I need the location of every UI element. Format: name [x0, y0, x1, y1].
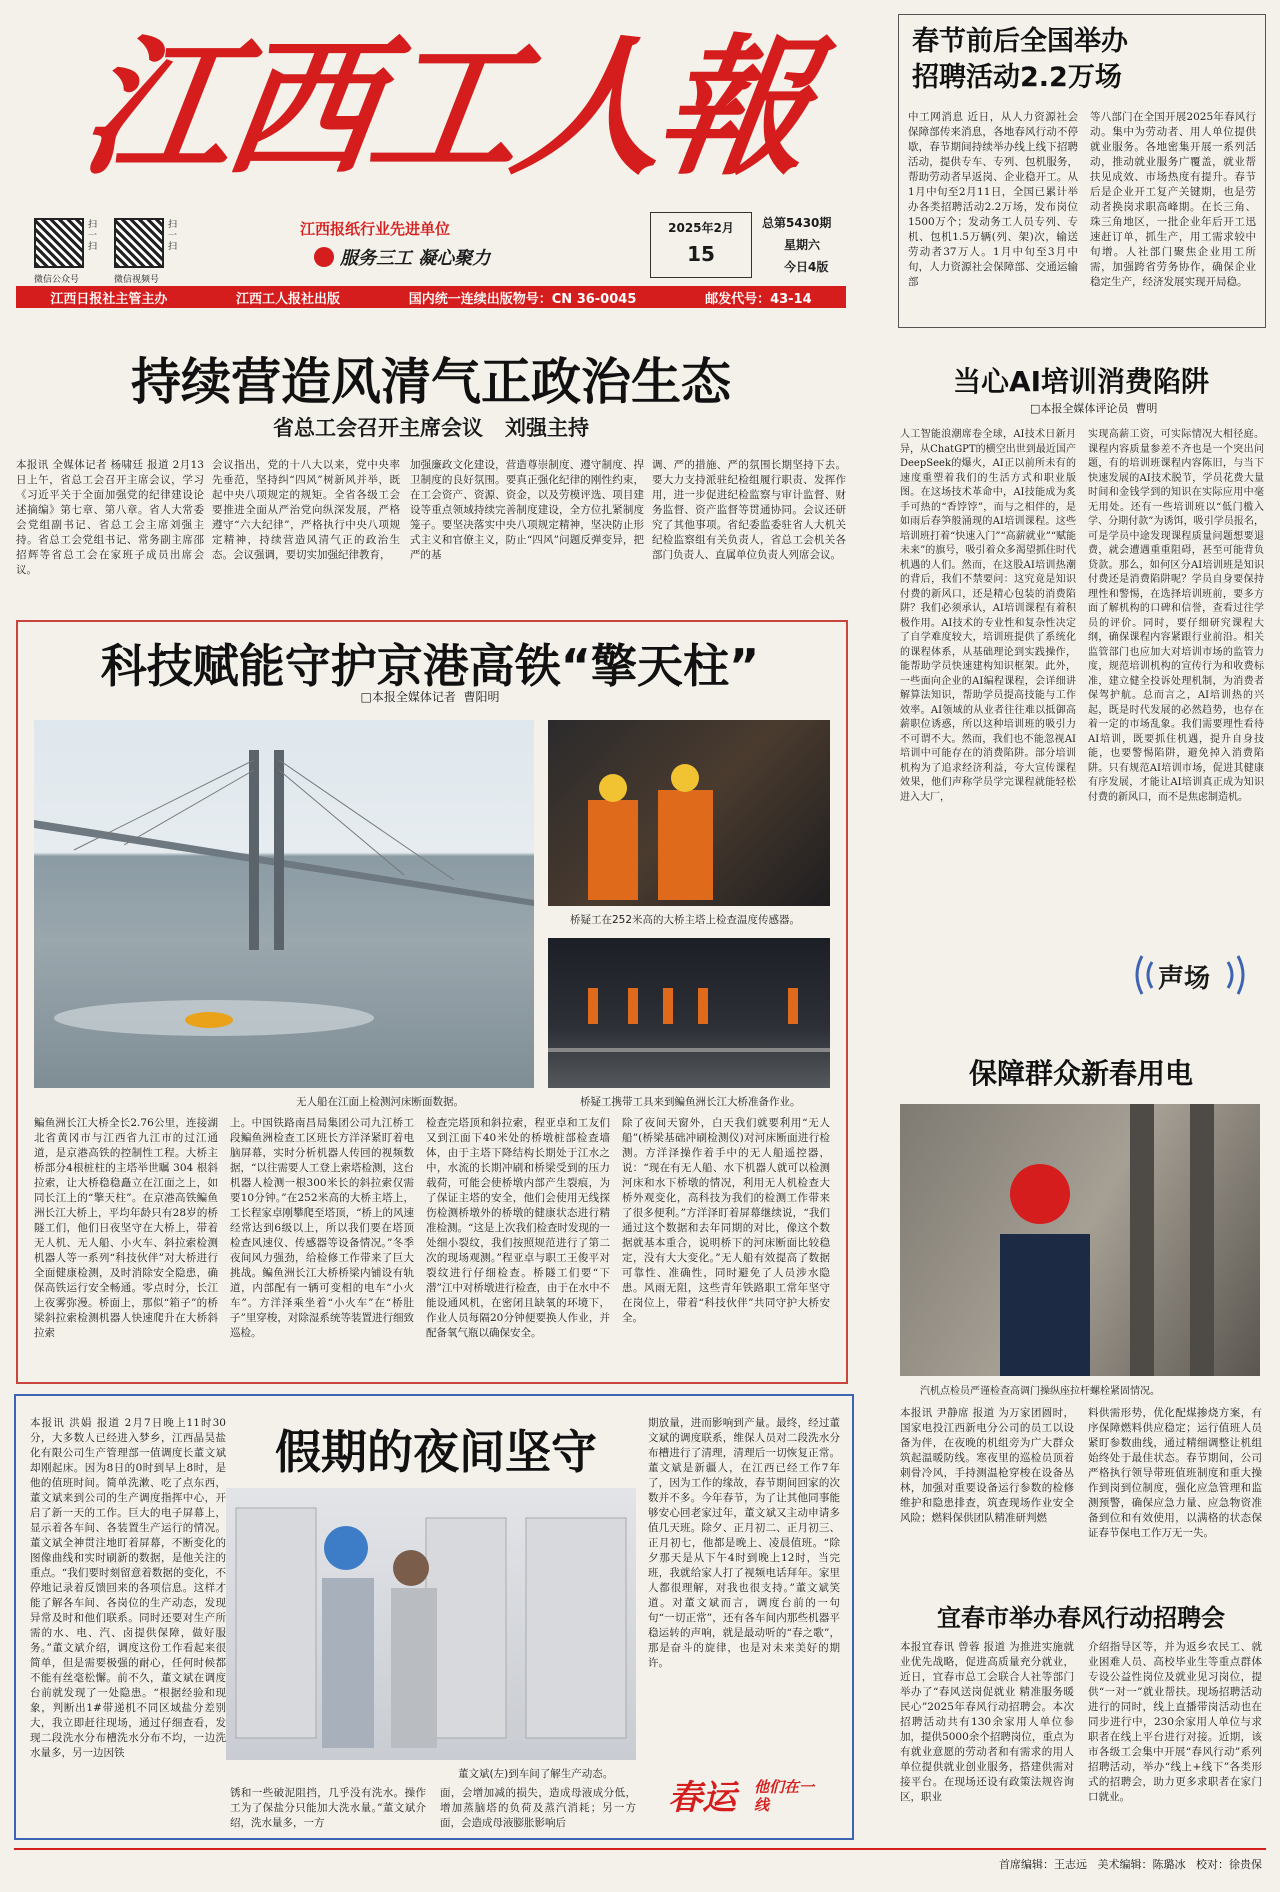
side2-title: 当心AI培训消费陷阱	[952, 365, 1210, 398]
publisher-item: 国内统一连续出版物号：CN 36-0045	[408, 291, 637, 307]
qr-code-icon	[34, 218, 84, 268]
caption-tower: 桥疑工在252米高的大桥主塔上检查温度传感器。	[570, 914, 801, 926]
workers-illustration	[548, 720, 830, 906]
story2-col: 除了夜间天窗外，白天我们就要利用“无人船”(桥梁基础冲刷检测仪)对河床断面进行检测。方洋泽操作着手中的无人船遥控器，说：“现在有无人船、水下机器人就可以检测河床和水下桥墩的情况，利用无人机检查大桥外观变化，高科技为我们的检测工作带来了很多便利。”方洋泽盯着屏幕继续说，“我们通过这个数据和去年同期的对比，像这个数据就基本重合，说明桥下的河床断面比较稳定，没有大大变化。”无人船有效提高了数据可靠性、准确性，同时避免了人员涉水隐患。风雨无阻，这些青年铁路职工常年坚守在岗位上，带着“科技伙伴”共同守护大桥安全。	[622, 1117, 830, 1324]
story2-col: 上。中国铁路南昌局集团公司九江桥工段鳊鱼洲检查工区班长方洋泽紧盯着电脑屏幕，实时分析机器人传回的视频数据，“以往需要人工登上索塔检测，这台机器人检测一根300米长的斜拉索仅需要10分钟。”在252米高的大桥主塔上，工长程家卓刚攀爬至塔顶，“桥上的风速经常达到6级以上，所以我们要在塔顶检查风速仪、传感器等设备情况。”冬季夜间风力强劲，给检修工作带来了巨大挑战。鳊鱼洲长江大桥桥梁内铺设有轨道，内部配有一辆可变相的电车“小火车”。方洋泽乘坐着“小火车”在“桥肚子”里穿梭，对除湿系统等装置进行细致巡检。	[230, 1117, 414, 1339]
track-illustration	[548, 938, 830, 1088]
side3-title: 保障群众新春用电	[968, 1057, 1193, 1090]
slogan-text: 服务三工 凝心聚力	[340, 248, 491, 269]
footer-credits: 首席编辑：王志远 美术编辑：陈璐冰 校对：徐贵保	[999, 1858, 1262, 1871]
story2-byline: □本报全媒体记者 曹阳明	[360, 690, 500, 704]
side1-col: 等八部门在全国开展2025年春风行动。集中为劳动者、用人单位提供就业服务。各地密集开展一系列活动，推动就业服务广覆盖，就业帮扶见成效、市场热度有提升。春节后是企业开工复产关键期，也是劳动者换岗求职高峰期。在长三角、珠三角地区，一批企业年后开工迅速赶订单，抓生产，用工需求较中旬增。人社部门聚焦企业用工所需，加强跨省劳务协作，确保企业稳定生产，经济发展实现开局稳。	[1090, 111, 1256, 288]
story3-title: 假期的夜间坚守	[275, 1425, 597, 1479]
publisher-bar	[16, 286, 846, 308]
side3-col: 料供需形势，优化配煤掺烧方案，有序保障燃料供应稳定；运行值班人员紧盯参数曲线，通过精细调整让机组始终处于最佳状态。春节期间，公司严格执行领导带班值班制度和重大操作到岗到位制度，强化应急管理和监测预警，确保应急力量、应急物资准备到位和有效使用，以满格的状态保证春节保电工作万无一失。	[1088, 1407, 1262, 1539]
union-emblem-icon	[314, 247, 334, 267]
story1-col: 调、严的措施、严的氛围长期坚持下去。要大力支持派驻纪检组履行职责、发挥作用，进一步促进纪检监察与审计监督、财务监督、资产监督等贯通协同。会议还研究了其他事项。省纪委监委驻省人大机关纪检监察组有关负责人，省总工会机关各部门负责人、直属单位负责人列席会议。	[652, 459, 846, 561]
side3-col: 本报讯 尹静席 报道 为万家团圆时，国家电投江西新电分公司的员工以设备为伴，在夜晚的机组旁为广大群众筑起温暖防线。寒夜里的巡检员顶着刺骨冷风，手持测温枪穿梭在设备丛林，加强对重要设备运行参数的检修维护和隐患排查，筑查现场作业安全风险；燃料保供团队精准研判燃	[900, 1407, 1074, 1524]
stamp-sub: 他们在一线	[754, 1778, 815, 1814]
newspaper-logo	[71, 8, 817, 208]
caption-main: 无人船在江面上检测河床断面数据。	[296, 1096, 464, 1108]
side2-col: 实现高薪工资，可实际情况大相径庭。课程内容质量参差不齐也是一个突出问题，有的培训班课程内容陈旧，与当下快速发展的AI技术脱节，学员花费大量时间和金钱学到的知识在实际应用中毫无用处。还有一些培训班以“低门槛入学、分期付款”为诱饵，吸引学员报名，可是学员中途发现课程质量问题想要退费，就会遭遇重重阻碍，甚至可能背负贷款。那么，如何区分AI培训班是知识付费还是消费陷阱呢？学员自身要保持理性和警惕，在选择培训班前，要多方面了解机构的口碑和信誉，查看过往学员的评价。同时，要仔细研究课程大纲，确保课程内容紧跟行业前沿。相关监管部门也应加大对培训市场的监管力度，规范培训机构的宣传行为和收费标准，建立健全投诉处理机制，为消费者保驾护航。总而言之，AI培训热的兴起，既是时代发展的必然趋势，也存在着一定的市场乱象。我们需要理性看待AI培训，既要抓住机遇，提升自身技能，也要警惕陷阱，避免掉入消费陷阱。只有规范AI培训市场，促进其健康有序发展，才能让AI培训真正成为知识付费的新风口，而不是焦虑制造机。	[1088, 429, 1264, 803]
qr-code-icon	[114, 218, 164, 268]
worker-inspection-illustration	[900, 1104, 1260, 1376]
story3-col: 期放量，进而影响到产量。最终，经过董文斌的调度联系，维保人员对二段洗水分布槽进行了清理，清理后一切恢复正常。董文斌是新疆人，在江西已经工作7年了，因为工作的缘故，春节期间回家的次数并不多。今年春节，为了让其他同事能够安心回老家过年，董文斌又主动申请多值几天班。除夕、正月初二、正月初三、正月初七，他都是晚上、凌晨值班。“除夕那天是从下午4时到晚上12时，当完班，我就给家人打了视频电话拜年。家里人都很理解，对我也很支持。”董文斌笑道。对董文斌而言，调度台前的一句句“一切正常”，还有各车间内那些机器平稳运转的声响，就是最动听的“春之歌”，那是奋斗的旋律，也是对未来美好的期许。	[648, 1417, 840, 1669]
qr-wechat-side: 扫一扫	[88, 220, 98, 252]
story1-col: 加强廉政文化建设，营造尊崇制度、遵守制度、捍卫制度的良好氛围。要真正强化纪律的刚性约束，在工会资产、资源、资金，以及劳模评选、项目建设等重点领域持续完善制度建设，全方位扎紧制度笼子。要坚决落实中央八项规定精神，坚决防止形式主义和官僚主义，防止“四风”问题反弹变异，把严的基	[410, 459, 644, 561]
control-room-photo	[226, 1488, 636, 1760]
story3-col: 本报讯 洪娟 报道 2月7日晚上11时30分，大多数人已经进入梦乡，江西晶昊盐化有限公司生产管理部一值调度长董文斌却刚起床。因为8日的0时到早上8时，是他的值班时间。简单洗漱、吃了点东西，董文斌来到公司的生产调度指挥中心，开启了新一天的工作。巨大的电子屏幕上，显示着各车间、各装置生产运行的情况。董文斌全神贯注地盯着屏幕，不断变化的图像曲线和实时刷新的数据，是他关注的重点。“我们要时刻留意着数据的变化，不停地记录着反馈回来的各项信息。这样才能了解各车间、各岗位的生产动态，发现异常及时和他们联系。同时还要对生产所需的水、电、汽、卤提供保障，做好服务。”董文斌介绍，调度这份工作看起来很简单，但是需要极强的耐心，任何时候都不能有丝毫松懈。前不久，董文斌在调度台前就发现了一处隐患。“根据经验和现象，判断出1#带递机不同区域盐分差别大，我立即赶往现场，通过仔细查看，发现二段洗水分布槽洗水分布不均，一边洗水量多，另一边因铁	[30, 1417, 226, 1759]
story3-col-bottom: 面，会增加减的损失，造成母液成分低，增加蒸脑塔的负荷及蒸汽消耗；另一方面，会造成母液膨胀影响后	[440, 1787, 636, 1829]
side3-caption: 汽机点检员严谨检查高调门操纵座拉杆螺栓紧固情况。	[920, 1386, 1160, 1397]
side2-byline: □本报全媒体评论员 曹明	[1030, 402, 1158, 415]
bridge-photo	[34, 720, 534, 1088]
story3-caption: 董文斌(左)到车间了解生产动态。	[458, 1768, 614, 1780]
weekday: 星期六	[784, 238, 821, 252]
stamp-main: 春运	[668, 1778, 736, 1818]
tower-photo	[548, 720, 830, 906]
date-day: 15	[687, 242, 715, 266]
page-count: 今日4版	[784, 260, 829, 274]
qr-video-label: 微信视频号	[114, 275, 160, 285]
tagline-top: 江西报纸行业先进单位	[300, 220, 451, 238]
story2-title: 科技赋能守护京港高铁“擎天柱”	[100, 639, 760, 693]
side1-col: 中工网消息 近日，从人力资源社会保障部传来消息，各地春风行动不停歇，春节期间持续举办线上线下招聘活动，提供专车、专列、包机服务，帮助劳动者早返岗、企业稳开工。从1月中旬至2月11日，全国已累计举办各类招聘活动2.2万场，发布岗位1500万个；发动务工人员专列、专机、包机1.5万辆(列、架)次，输送劳动者37万人。1月中旬至3月中旬，人力资源社会保障部、交通运输部	[908, 111, 1078, 288]
voice-column-logo	[1130, 946, 1250, 1004]
voice-logo-text: 声场	[1158, 964, 1211, 994]
date-box	[650, 212, 752, 278]
footer-rule	[14, 1848, 1266, 1850]
side4-col: 本报宜春讯 曾蓉 报道 为推进实施就业优先战略，促进高质量充分就业，近日，宜春市总工会联合人社等部门举办了“春风送岗促就业 精准服务暖民心”2025年春风行动招聘会。本次招聘活动共有130余家用人单位参加，提供5000余个招聘岗位，重点为有就业意愿的劳动者和有需求的用人单位提供就业创业服务，搭建供需对接平台。在现场还设有政策法规咨询区，职业	[900, 1641, 1074, 1803]
qr-wechat-label: 微信公众号	[34, 275, 80, 285]
issue-number: 总第5430期	[762, 216, 832, 230]
story2-col: 检查完塔顶和斜拉索，程亚卓和工友们又到江面下40米处的桥墩桩部检查墙体，由于主塔下降结构长期处于江水之中，水流的长期冲刷和桥梁受到的压力载荷，可能会使桥墩内部产生裂痕，为了保证主塔的安全，他们会使用无线探伤检测桥墩外的桥墩的健康状态进行精准检测。“这是上次我们检查时发现的一处细小裂纹，我们按照规范进行了第二次的现场观测。”程亚卓与职工王俊平对裂纹进行仔细检查。桥隧工们要“下潜”江中对桥墩进行检查，由于在水中不能设通风机，在密闭且缺氧的环境下，作业人员每隔20分钟便要换人作业，并配备氧气瓶以确保安全。	[426, 1117, 610, 1339]
story1-title: 持续营造风清气正政治生态	[131, 353, 731, 411]
publisher-item: 江西日报社主管主办	[50, 291, 168, 307]
logo-text: 江西工人報	[71, 20, 817, 196]
side1-title: 春节前后全国举办招聘活动2.2万场	[912, 26, 1128, 93]
publisher-item: 江西工人报社出版	[236, 291, 341, 307]
qr-wechat	[34, 218, 84, 285]
side2-col: 人工智能浪潮席卷全球，AI技术日新月异，从ChatGPT的横空出世到最近国产DeepSeek的爆火，AI正以前所未有的速度重塑着我们的生活方式和职业版图。在这场技术革命中，AI技能成为炙手可热的“香饽饽”，而与之相伴的，是如雨后春笋般涌现的AI培训课程。这些培训班打着“快速入门”“高薪就业”“赋能未来”的旗号，吸引着众多渴望抓住时代机遇的人们。然而，在这股AI培训热潮的背后，我们不禁要问：这究竟是知识付费的新风口，还是精心包装的消费陷阱？我们必须承认，AI培训课程有着积极作用。AI技术的专业性和复杂性决定了自学难度较大，培训班提供了系统化的课程体系，从基础理论到实践操作，能帮助学员快速建构知识框架。此外，一些面向企业的AI编程课程，会详细讲解算法知识，帮助学员提高技能与工作效率。AI领域的从业者往往难以抵御高薪职位诱惑，所以这种培训班的吸引力不可谓不大。然而，我们也不能忽视AI培训中可能存在的消费陷阱。部分培训机构为了追求经济利益，夸大宣传课程效果，他们声称学员学完课程就能轻松进入大厂，	[900, 429, 1076, 803]
power-plant-photo	[900, 1104, 1260, 1376]
night-track-photo	[548, 938, 830, 1088]
bridge-illustration	[34, 720, 534, 1088]
story1-subtitle: 省总工会召开主席会议 刘强主持	[273, 415, 589, 440]
qr-video	[114, 218, 164, 285]
qr-video-side: 扫一扫	[168, 220, 178, 252]
spring-travel-stamp	[668, 1758, 838, 1830]
side4-title: 宜春市举办春风行动招聘会	[937, 1604, 1225, 1632]
side4-col: 介绍指导区等，并为返乡农民工、就业困难人员、高校毕业生等重点群体专设公益性岗位及就业见习岗位，提供“一对一”就业帮扶。现场招聘活动进行的同时，线上直播带岗活动也在同步进行中，230余家用人单位与求职者在线上平台进行对接。近期，该市各级工会集中开展“春风行动”系列招聘活动，举办“线上+线下”各类形式的招聘会，助力更多求职者在家门口就业。	[1088, 1641, 1262, 1803]
operators-illustration	[226, 1488, 636, 1760]
caption-track: 桥疑工携带工具来到鳊鱼洲长江大桥准备作业。	[580, 1096, 801, 1108]
slogan	[314, 244, 490, 270]
story1-col: 会议指出，党的十八大以来，党中央率先垂范，坚持纠“四风”树新风并举，既起中央八项规定的规矩。全省各级工会要推进全面从严治党向纵深发展，严格遵守“六大纪律”，严格执行中央八项规定精神，持续营造风清气正的政治生态。会议强调，要切实加强纪律教育，	[212, 459, 400, 561]
date-year-month: 2025年2月	[668, 221, 734, 235]
story3-col-bottom: 锈和一些破泥阻挡，几乎没有洗水。操作工为了保盐分只能加大洗水量。”董文斌介绍，洗水量多，一方	[230, 1787, 426, 1829]
publisher-item: 邮发代号：43-14	[705, 291, 812, 307]
issue-info	[762, 212, 831, 278]
story2-col: 鳊鱼洲长江大桥全长2.76公里，连接湖北省黄冈市与江西省九江市的过江通道，是京港高铁的控制性工程。大桥主桥部分4根桩柱的主塔举世瞩 304 根斜拉索，让大桥稳稳矗立在江面之上，如同长江上的“擎天柱”。在京港高铁鳊鱼洲长江大桥上，平均年龄只有28岁的桥隧工们，他们日夜坚守在大桥上，带着无人机、无人船、小火车、斜拉索检测机器人等一系列“科技伙伴”对大桥进行全面健康检测，及时消除安全隐患，确保高铁运行安全畅通。零点时分，长江上夜雾弥漫。桥面上，那似“箱子”的桥梁斜拉索检测机器人快速爬升在大桥斜拉索	[34, 1117, 218, 1339]
masthead	[14, 8, 894, 308]
story1-col: 本报讯 全媒体记者 杨啸廷 报道 2月13日上午，省总工会召开主席会议，学习《习近平关于全面加强党的纪律建设论述摘编》第七章、第八章。省人大常委会党组副书记、省总工会主席刘强主持。省总工会党组书记、常务副主席邵招辉等省总工会在家班子成员出席会议。	[16, 459, 204, 576]
